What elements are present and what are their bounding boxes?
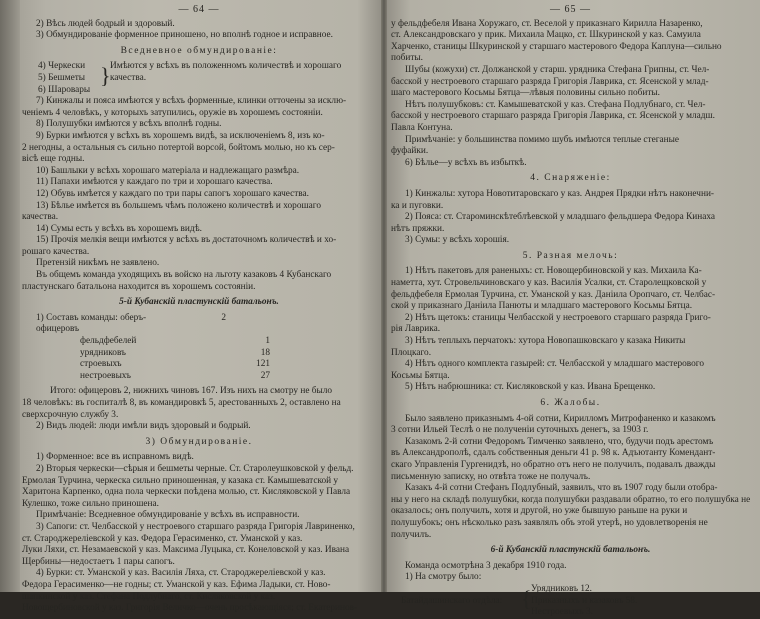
text-line: 1) Кинжалы: хутора Новотитаровскаго у каз. Андрея Прядки нѣтъ наконечни-: [405, 188, 715, 199]
table-cell-label: 1) Составъ команды: оберъ-офицеровъ: [36, 312, 147, 335]
braced-list: [22, 61, 376, 96]
list-item: Приказныхъ и казаковъ 58.: [531, 595, 638, 606]
table-cell-label: фельдфебелей: [80, 336, 137, 347]
text-line: ка и пуговки.: [391, 200, 444, 211]
composition-table: [22, 313, 376, 383]
text-line: 2) Вѣсь людей бодрый и здоровый.: [36, 18, 175, 29]
text-line: Команда осмотрѣна 3 декабря 1910 года.: [405, 560, 567, 571]
text-line: 7) Кинжалы и пояса имѣются у всѣхъ форменные, клинки отточены за исклю-: [36, 96, 347, 107]
text-line: басской у нестроевого старшаго разряда Григорія Лаврика, ст. Ясенской у младш.: [391, 111, 715, 122]
text-line: 8) Полушубки имѣются у всѣхъ вполнѣ годны.: [36, 119, 222, 130]
brace-glyph: }: [100, 63, 111, 89]
page-number-right: — 65 —: [550, 4, 591, 15]
text-line: 12) Обувь имѣется у каждаго по три пары сапогъ хорошаго качества.: [36, 188, 310, 199]
text-line: ны у него на складѣ полушубки, когда полушубки раздавали обратно, то его полушубка не: [391, 494, 751, 505]
table-row: [36, 336, 376, 348]
text-line: Косьмы Бятца.: [391, 370, 450, 381]
text-line: 1) Нѣтъ пакетовъ для раненыхъ: ст. Новощербиновской у каз. Михаила Ка-: [405, 266, 702, 277]
text-line: получилъ.: [391, 529, 432, 540]
text-line: Харченко, станицы Шкуринской у старшаго мастерового Федора Каплуна—сильно: [391, 41, 722, 52]
text-line: рошаго качества.: [22, 246, 90, 257]
text-line: шаго мастерового Косьмы Бятца—лѣвыя половины сильно побиты.: [391, 88, 660, 99]
text-line: 4) Бурки: ст. Уманской у каз. Василія Ляха, ст. Староджереліевской у каз.: [36, 568, 326, 579]
text-line: ст. Александровскаго у прик. Михаила Мацко, ст. Шкуринской у каз. Самуила: [391, 30, 701, 41]
table-cell-value: 121: [256, 359, 270, 370]
section-heading: 4. Снаряженіе:: [530, 173, 611, 184]
text-line: 4) Нѣтъ одного комплекта газырей: ст. Челбасской у младшаго мастерового: [405, 359, 704, 370]
text-line: фуфайки.: [391, 146, 429, 157]
text-line: Претензій никѣмъ не заявлено.: [36, 258, 160, 269]
text-line: 2) Нѣтъ щетокъ: станицы Челбасской у нестроевого старшаго разряда Григо-: [405, 312, 711, 323]
table-cell-label: строевыхъ: [80, 359, 122, 370]
section-heading: 3) Обмундированіе.: [145, 436, 253, 447]
section-heading: Вседневное обмундированіе:: [120, 45, 278, 56]
text-line: шапкинской у каз. Стефана Подлубнаго, ст. Кисляковской у каз.: [22, 591, 276, 602]
table-cell-label: урядниковъ: [80, 347, 126, 358]
text-line: Итого: офицеровъ 2, нижнихъ чиновъ 167. Изъ нихъ на смотру не было: [50, 386, 333, 397]
table-cell-value: 18: [260, 347, 270, 358]
text-line: Нѣтъ полушубковъ: ст. Камышеватской у каз. Стефана Подлубнаго, ст. Чел-: [405, 99, 706, 110]
text-line: наметта, хут. Стровельчиновскаго у каз. Василія Усалки, ст. Старолещковской у: [391, 278, 707, 289]
text-line: побиты.: [391, 53, 423, 64]
table-cell-value: 1: [265, 336, 270, 347]
battalion-heading: 5-й Кубанскій пластунскій батальонъ.: [119, 297, 279, 308]
text-line: Павла Контуна.: [391, 122, 453, 133]
text-line: Новощербиновской у каз. Григорія Величко—очень просѣкающіяся; ст. Екатеринов-: [22, 603, 358, 614]
text-line: у фельдфебеля Ивана Хоружаго, ст. Веселой у приказнаго Кирилла Назаренко,: [391, 18, 703, 29]
text-line: 15) Прочія мелкія вещи имѣются у всѣхъ въ достаточномъ количествѣ и хо-: [36, 235, 337, 246]
text-line: ченіемъ 4 человѣкъ, у которыхъ затупились, оружіе въ хорошемъ состояніи.: [22, 107, 323, 118]
text-line: Имѣются у всѣхъ въ положенномъ количествѣ и хорошаго: [110, 61, 342, 72]
page-number-left: — 64 —: [178, 4, 220, 15]
text-line: 14) Сумы есть у всѣхъ въ хорошемъ видѣ.: [36, 223, 202, 234]
text-line: качества.: [110, 72, 147, 83]
text-line: полушубокъ; онъ нѣсколько разъ заявлялъ объ этой утерѣ, но удовлетворенія не: [391, 517, 708, 528]
table-cell-value: 27: [260, 370, 270, 381]
text-line: Было заявлено приказнымъ 4-ой сотни, Кирилломъ Митрофаненко и казакомъ: [405, 413, 716, 424]
text-line: Луки Ляхи, ст. Незамаевской у каз. Максима Луцыка, ст. Конеловской у каз. Ивана: [22, 545, 350, 556]
text-line: 9) Бурки имѣются у всѣхъ въ хорошемъ видѣ, за исключеніемъ 8, изъ ко-: [36, 130, 325, 141]
unit-list: [391, 584, 750, 619]
text-line: Примѣчаніе: Вседневное обмундированіе у всѣхъ въ исправности.: [36, 510, 300, 521]
list-item: Урядниковъ 12.: [531, 583, 592, 594]
list-item: 6) Шаровары: [38, 84, 91, 95]
text-line: пластунскаго батальона находится въ хорошемъ состояніи.: [22, 281, 256, 292]
list-item: 4) Черкески: [38, 61, 86, 72]
unit-label: Батайдашинскаго отдѣла:: [401, 595, 503, 606]
text-line: Щербины—недостаетъ 1 пары сапогъ.: [22, 556, 175, 567]
text-line: сверхсрочную службу 3.: [22, 409, 119, 420]
text-line: 3) Сумы: у всѣхъ хорошія.: [405, 235, 510, 246]
right-page: [391, 4, 751, 618]
list-item: Нестроевыхъ 3.: [531, 607, 593, 618]
text-line: Казакъ 4-й сотни Стефанъ Подлубный, заявилъ, что въ 1907 году были отобра-: [405, 483, 718, 494]
text-line: фельдфебеля Ермолая Турчина, ст. Уманской у каз. Даніила Оропчаго, ст. Челбас-: [391, 289, 716, 300]
text-line: 18 человѣкъ: въ госпиталѣ 8, въ командировкѣ 5, арестованныхъ 2, оставлено на: [22, 398, 341, 408]
text-line: 2 негодны, а остальныя съ сильно потертой ворсой, бойтомъ молью, но къ сер-: [22, 142, 335, 153]
text-line: 2) Вторыя черкески—сѣрыя и бешметы черные. Ст. Старолеушковской у фельд.: [36, 463, 354, 474]
text-line: 1) Форменное: все въ исправномъ видѣ.: [36, 452, 194, 463]
text-line: 11) Папахи имѣются у каждаго по три и хорошаго качества.: [36, 177, 273, 188]
text-line: 5) Нѣтъ набрюшника: ст. Кисляковской у каз. Ивана Брещенко.: [405, 382, 656, 393]
book-gutter: [381, 0, 387, 592]
text-line: въ Александрополѣ, сдалъ собственныя деньги 41 р. 98 к. Адъютанту Комендант-: [391, 448, 716, 459]
table-cell-label: нестроевыхъ: [80, 370, 131, 381]
text-line: ст. Староджереліевской у каз. Федора Герасименко, ст. Уманской у каз.: [22, 533, 303, 544]
text-line: рія Лаврика.: [391, 324, 441, 335]
text-line: качества.: [22, 212, 59, 223]
text-line: Кулешко, тоже сильно приношена.: [22, 498, 159, 509]
section-heading: 5. Разная мелочь:: [522, 250, 619, 261]
text-line: Федора Герасименко—не годны; ст. Уманской у каз. Ефима Ладыки, ст. Ново-: [22, 579, 331, 590]
text-line: нѣтъ пряжки.: [391, 223, 445, 234]
text-line: вісѣ еще годны.: [22, 154, 85, 165]
text-line: 3) Обмундированіе форменное приношено, но вполнѣ годное и исправное.: [36, 30, 333, 41]
table-row: [36, 348, 376, 360]
text-line: 1) На смотру было:: [405, 572, 482, 583]
text-line: 6) Бѣлье—у всѣхъ въ избыткѣ.: [405, 157, 527, 168]
text-line: Шубы (кожухи) ст. Должанской у старш. урядника Стефана Грипны, ст. Чел-: [405, 64, 710, 75]
table-row: [36, 371, 376, 383]
text-line: Казакомъ 2-й сотни Федоромъ Тимченко заявлено, что, будучи подъ арестомъ: [405, 436, 714, 447]
text-line: Ермолая Турчина, черкеска сильно приношенная, у казака ст. Камышеватской у: [22, 475, 339, 486]
text-line: Харитона Карпенко, одна пола черкески поѣдена молью, ст. Кисляковской у Павла: [22, 487, 351, 498]
text-line: 2) Видъ людей: люди имѣли видъ здоровый и бодрый.: [36, 421, 251, 432]
left-page: [22, 4, 376, 614]
text-line: скаго Управленія Гургенидзѣ, но обратно отъ него не получилъ, подавалъ дважды: [391, 459, 716, 470]
battalion-heading: 6-й Кубанскій пластунскій батальонъ.: [490, 545, 651, 556]
book-edge: [0, 0, 20, 592]
text-line: 3 сотни Ильей Теслѣ о не полученіи суточныхъ денегъ, за 1903 г.: [391, 425, 649, 436]
text-line: Плоцкаго.: [391, 347, 432, 358]
text-line: 10) Башлыки у всѣхъ хорошаго матеріала и надлежащаго размѣра.: [36, 165, 300, 176]
list-item: 5) Бешметы: [38, 72, 86, 83]
text-line: 13) Бѣлье имѣется въ большемъ чѣмъ положено количествѣ и хорошаго: [36, 200, 321, 211]
brace-glyph: {: [521, 585, 532, 611]
text-line: 2) Пояса: ст. Староминскѣтеблѣевской у младшаго фельдшера Федора Кинаха: [405, 212, 716, 223]
table-row: [36, 313, 376, 336]
text-line: Въ общемъ команда уходящихъ въ войско на льготу казаковъ 4 Кубанскаго: [36, 270, 332, 281]
text-line: 3) Нѣтъ теплыхъ перчатокъ: хутора Новопашковскаго у казака Никиты: [405, 336, 686, 347]
text-line: басской у нестроевого старшаго разряда Григорія Лаврика, ст. Ясенской у млад-: [391, 76, 709, 87]
text-line: оказалось; онъ получилъ, хотя и другой, но уже бывшую раньше на руки и: [391, 506, 688, 517]
text-line: письменную записку, но отвѣта тоже не получалъ.: [391, 471, 591, 482]
table-row: [36, 359, 376, 371]
section-heading: 6. Жалобы.: [540, 398, 601, 408]
text-line: Примѣчаніе: у большинства помимо шубъ имѣются теплые стеганые: [405, 134, 679, 145]
text-line: 3) Сапоги: ст. Челбасской у нестроевого старшаго разряда Григорія Лавриненко,: [36, 521, 355, 532]
text-line: ской у приказнаго Даніила Панюты и младшаго мастерового Косьмы Бятца.: [391, 301, 693, 312]
table-cell-value: 2: [221, 312, 226, 323]
